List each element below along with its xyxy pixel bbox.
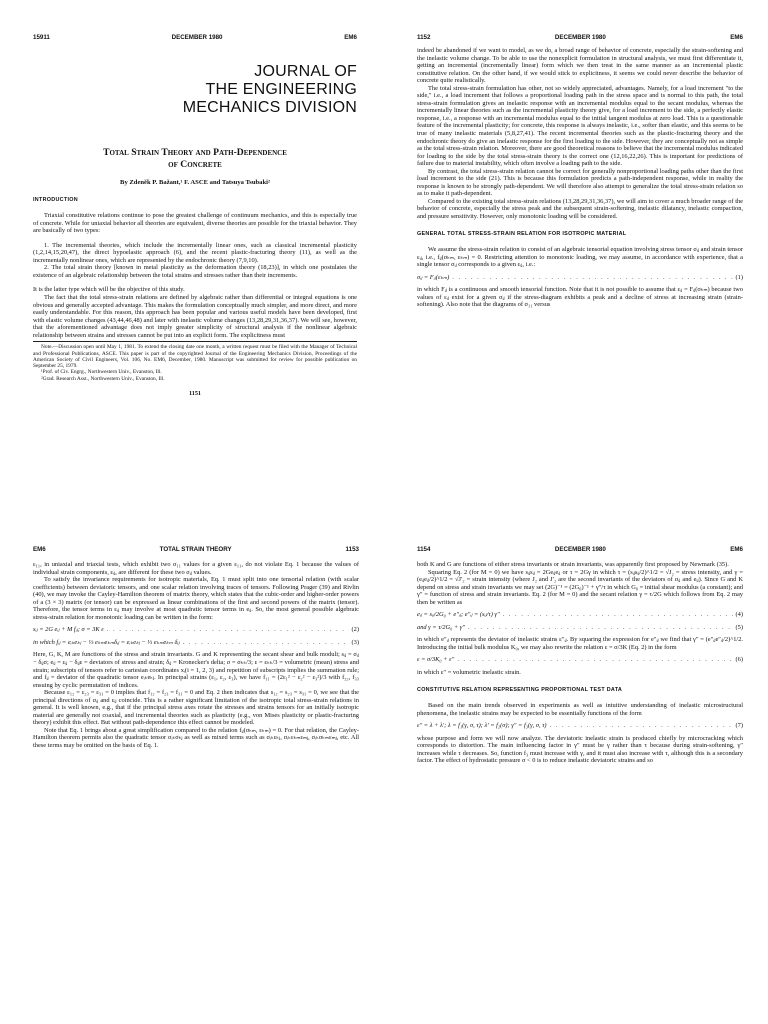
paragraph: We assume the stress-strain relation to consist of an algebraic tensorial equation involving stress tensor σᵢⱼ and strain tensor εᵢⱼ, i.e., fᵢⱼ(σₖₘ, εₖₘ) = 0. Restricting attention to monotonic loading, we may assume, in accordance with experience, that a single tensor σᵢⱼ corresponds to a given εᵢⱼ, i.e.: bbox=[417, 246, 743, 269]
equation-body: σᵢⱼ = Fᵢⱼ(εₖₘ) bbox=[417, 273, 450, 281]
leader-dots bbox=[107, 626, 349, 634]
footnote-2: ²Grad. Research Asst., Northwestern Univ., Evanston, Ill. bbox=[41, 375, 165, 382]
authors: By Zdeněk P. Bažant,¹ F. ASCE and Tatsuya Tsubaki² bbox=[120, 179, 270, 186]
equation-number: (4) bbox=[735, 611, 743, 619]
equation-6 bbox=[417, 656, 743, 664]
equation-body: ε″ = λ + λ′; λ = f₁(γ, σ, τ); λ′ = f₂(σ); γ″ = f₃(γ, σ, τ) bbox=[417, 722, 547, 730]
paragraph: It is the latter type which will be the objective of this study. bbox=[33, 286, 185, 294]
paragraph: Note that Eq. 1 brings about a great simplification compared to the relation fᵢⱼ(σₖₘ, εₖₘ) = 0. For that relation, the Cayley-Hamilton theorem permits also the quadratic tensor σᵢₖσₖⱼ as well as mixed terms such as σᵢₖεₖⱼ, σᵢₖεₖₘεₘⱼ, σᵢₖσₖₘεₘⱼ, etc. All these terms may be omitted on the basis of Eq. 1. bbox=[33, 726, 359, 750]
article-title bbox=[33, 147, 357, 170]
paragraph: in which Fᵢⱼ is a continuous and smooth tensorial function. Note that it is not possible to assume that εᵢⱼ = Fᵢⱼ(σₖₘ) because two values of εᵢⱼ exist for a given σᵢⱼ if the stress-diagram exhibits a peak and a decline of stress at increasing strain (strain-softening). Also note that the diagrams of σ₁₁ versus bbox=[417, 286, 743, 309]
equation-body: eᵢⱼ = sᵢⱼ/2G₀ + e″ᵢⱼ; e″ᵢⱼ = (sᵢⱼ/τ) γ″ bbox=[417, 611, 500, 619]
equation-1 bbox=[417, 274, 743, 282]
equation-number: (6) bbox=[735, 656, 743, 664]
running-header bbox=[33, 34, 357, 41]
leader-dots bbox=[550, 722, 733, 730]
journal-title-line: JOURNAL OF bbox=[254, 63, 357, 80]
paragraph: both K and G are functions of either stress invariants or strain invariants, was apparently first proposed by Newmark (35). bbox=[417, 561, 729, 568]
paragraph: in which ε″ = volumetric inelastic strain. bbox=[417, 669, 521, 677]
paragraph: Triaxial constitutive relations continue to pose the greatest challenge of continuum mechanics, and this is especially true of concrete. While for uniaxial behavior all theories are equivalent, diverse theories are possible for the triaxial behavior. They are basically of two types: bbox=[33, 212, 357, 235]
article-title-line: Total Strain Theory and Path-Dependence bbox=[103, 147, 287, 158]
paragraph: Squaring Eq. 2 (for M = 0) we have sᵢⱼsᵢⱼ = 2Geᵢⱼeᵢⱼ or τ = 2Gγ in which τ = (sᵢⱼsᵢⱼ/2)^1/2 = √J₂ = stress intensity, and γ = (eᵢⱼeᵢⱼ/2)^1/2 = √J′₂ = strain intensity (where J₂ and J′₂ are the second invariants of the deviators of σᵢⱼ and eᵢⱼ). Since G and K depend on stress and strain invariants we may set (2G)⁻¹ = (2G₀)⁻¹ + γ″/τ in which G₀ = initial shear modulus (a constant); and γ″ = function of stress and strain invariants. Eq. 2 (for M = 0) and the secant relation γ = τ/2G which follows from Eq. 2 may then be written as bbox=[417, 568, 743, 606]
journal-title bbox=[33, 63, 357, 117]
equation-5 bbox=[417, 624, 743, 632]
section-heading: CONSTITUTIVE RELATION REPRESENTING PROPORTIONAL TEST DATA bbox=[417, 686, 623, 693]
leader-dots bbox=[503, 611, 733, 619]
equation-number: (1) bbox=[735, 273, 743, 281]
article-title-line: of Concrete bbox=[168, 158, 222, 170]
section-heading: INTRODUCTION bbox=[33, 196, 78, 203]
page-number: 1151 bbox=[188, 390, 202, 398]
paragraph: The fact that the total stress-strain relations are defined by algebraic rather than differential or integral equations is one obvious and generally accepted advantage. This makes the formulation conceptually much simpler, and more direct, and more easily understandable. For this reason, this approach has been popular and various useful models have been developed, first with elastic volume changes (43,44,46,48) and later with inelastic volume changes (13,28,29,31,36,37). We will see, however, that the aforementioned advantage does not imply greater simplicity of structural analysis if the nonlinear algebraic relationship between strains and stresses cannot be put into an explicit form. The explicitness must bbox=[33, 294, 357, 339]
header-left: 1152 bbox=[417, 34, 431, 41]
paragraph: Because ε₁₂ = ε₂₃ = ε₃₁ = 0 implies that f₁₂ = f₂₃ = f₃₁ = 0 and Eq. 2 then indicates that s₁₂ = s₂₃ = s₃₁ = 0, we see that the principal directions of σᵢⱼ and εᵢⱼ coincide. This is a rather significant limitation of the isotropic total stress-strain relations in general. It is well known, e.g., that if the principal stress axes rotate the stresses and strains tensors for an initially isotropic material are generally not coaxial, and incremental theories such as plasticity (e.g., von Mises plasticity or plastic-fracturing theory) exhibit this effect. But without path-dependence this effect cannot be modeled. bbox=[33, 689, 359, 727]
paragraph: whose purpose and form we will now analyze. The deviatoric inelastic strain is produced chiefly by microcracking which corresponds to distortion. The main influencing factor in γ″ must be γ rather than τ because during strain-softening, γ″ increases while τ decreases. So, function f₃ must increase with γ, and it must also increase with τ, although this is a secondary factor. The effect of hydrostatic pressure σ < 0 is to reduce inelastic deviatoric strains and so bbox=[417, 734, 743, 765]
header-right: 1153 bbox=[345, 546, 359, 553]
header-center: TOTAL STRAIN THEORY bbox=[159, 546, 232, 553]
section-heading: GENERAL TOTAL STRESS-STRAIN RELATION FOR ISOTROPIC MATERIAL bbox=[417, 230, 627, 237]
footnote-1: ¹Prof. of Civ. Engrg., Northwestern Univ., Evanston, Ill. bbox=[41, 369, 162, 376]
header-center: DECEMBER 1980 bbox=[554, 34, 606, 41]
equation-number: (2) bbox=[351, 626, 359, 634]
equation-body: ε = σ/3K₀ + ε″ bbox=[417, 656, 455, 664]
paragraph: By contrast, the total stress-strain relation cannot be correct for generally nonproportional loading paths other than the first load increment to the side (21). This is because this formulation predicts a path-independent response, while in reality the response is known to be strongly path-dependent. We will therefore also attempt to generalize the total stress-strain relation so as to make it path-dependent. bbox=[417, 167, 743, 198]
header-right: EM6 bbox=[730, 34, 743, 41]
footnotes bbox=[33, 341, 357, 382]
page-1152 bbox=[417, 34, 743, 528]
equation-number: (7) bbox=[735, 722, 743, 730]
footnote-note: Note.—Discussion open until May 1, 1981. To extend the closing date one month, a written request must be filed with the Manager of Technical and Professional Publications, ASCE. This paper is part of the copyrighted Journal of the Engineering Mechanics Division, Proceedings of the American Society of Civil Engineers, Vol. 106, No. EM6, December, 1980. Manuscript was submitted for review for possible publication on September 25, 1979. bbox=[33, 344, 357, 370]
running-header bbox=[417, 34, 743, 41]
running-header bbox=[417, 546, 743, 553]
paragraph: ε₁₁, in uniaxial and triaxial tests, which exhibit two σ₁₁ values for a given ε₁₁, do not violate Eq. 1 because the values of individual strain components, εᵢⱼ, are different for these two σᵢⱼ values. bbox=[33, 561, 359, 576]
header-center: DECEMBER 1980 bbox=[171, 34, 223, 41]
equation-7 bbox=[417, 722, 743, 730]
paragraph: Here, G, K, M are functions of the stress and strain invariants. G and K representing the secant shear and bulk moduli; sᵢⱼ = σᵢⱼ − δᵢⱼσ; eᵢⱼ = εᵢⱼ − δᵢⱼε = deviators of stress and strain; δᵢⱼ = Kronecker's delta; σ = σₖₖ/3; ε = εₖₖ/3 = volumetric (mean) stress and strain; subscripts of tensors refer to cartesian coordinates xᵢ(i = 1, 2, 3) and repetition of subscripts implies the summation rule; and fᵢⱼ = deviator of the quadratic tensor eᵢₖeₖⱼ. In principal strains (ε₁, ε₂, ε₃), we have f₁₁ = (2ε₁² − ε₂² − ε₃²)/3 with f₂₂, f₃₃ ensuing by cyclic permutation of indices. bbox=[33, 651, 359, 689]
page-1153 bbox=[33, 546, 359, 1024]
header-right: EM6 bbox=[344, 34, 357, 41]
paragraph: To satisfy the invariance requirements for isotropic materials, Eq. 1 must split into one tensorial relation (with scalar coefficients) between deviatoric tensors, and one scalar relation involving traces of tensors. Following Prager (39) and Rivlin (40), we may invoke the Cayley-Hamilton theorem of matrix theory, which states that the cubic-order and higher-order powers of a (3 × 3) matrix (or tensor) can be expressed as linear combinations of the first and second powers of the matrix (tensor). Therefore, the tensor terms in εᵢⱼ may involve at most quadratic tensor terms in eᵢⱼ. So, the most general possible algebraic stress-strain relation for monotonic loading can be written in the form: bbox=[33, 576, 359, 621]
equation-3 bbox=[33, 639, 359, 647]
list-item: 1. The incremental theories, which include the incrementally linear ones, such as classical incremental plasticity (1,2,14,15,20,47), the direct hypoelastic approach (6), and the recent plastic-fracturing theory (11), as well as the incrementally nonlinear ones, which are represented by the endochronic theory (7,9,10). bbox=[33, 241, 357, 264]
leader-dots bbox=[457, 656, 732, 664]
paragraph: The total stress-strain formulation has other, not so widely appreciated, advantages. Namely, for a load increment "to the side," i.e., a load increment that follows a proportional loading path in the stress space and is normal to this path, the total stress-strain formulation gives an inelastic response with an incremental modulus equal to the secant modulus, whereas the incrementally linear theories such as the incremental plasticity theory give, for a load increment to the side, a perfectly elastic response, i.e., a response with an incremental modulus equal to the initial tangent modulus at zero load. This is a questionable feature of the incremental plasticity; for concrete, this response is always inelastic, i.e., softer than elastic, and this seems to be true of many inelastic materials (5,8,27,41). The recent incremental theories such as the plastic-fracturing theory and the endochronic theory do give an inelastic response for the first loading to the side. However, they are conceptually not as simple as the total stress-strain relation. Moreover, there are good theoretical reasons to believe that the incremental modulus indicated for loading to the side by the total stress-strain theory is the correct one (12,16,22,26). This is important for predictions of failure due to material instability, which often involve a loading path to the side. bbox=[417, 84, 743, 168]
journal-title-line: MECHANICS DIVISION bbox=[182, 99, 357, 116]
header-left: 1154 bbox=[417, 546, 431, 553]
equation-number: (3) bbox=[351, 638, 359, 646]
equation-2 bbox=[33, 626, 359, 634]
header-center: DECEMBER 1980 bbox=[554, 546, 606, 553]
page-1151 bbox=[33, 34, 357, 528]
leader-dots bbox=[468, 624, 733, 632]
leader-dots bbox=[183, 639, 349, 647]
header-right: EM6 bbox=[730, 546, 743, 553]
equation-body: and γ = τ/2G₀ + γ″ bbox=[417, 623, 465, 631]
paragraph: Based on the main trends observed in experiments as well as intuitive understanding of inelastic microstructural phenomena, the inelastic strains may be expected to be essentially functions of the form bbox=[417, 702, 743, 717]
paragraph: in which e″ᵢⱼ represents the deviator of inelastic strains ε″ᵢⱼ. By squaring the expression for e″ᵢⱼ we find that γ″ = (e″ᵢⱼe″ᵢⱼ/2)^1/2. Introducing the initial bulk modulus K₀, we may also rewrite the relation ε = σ/3K (Eq. 2) in the form bbox=[417, 636, 743, 651]
header-left: EM6 bbox=[33, 546, 46, 553]
list-item: 2. The total strain theory [known in metal plasticity as the deformation theory (18,23)], in which one postulates the existence of an algebraic relationship between the total strains and stresses rather than their increments. bbox=[33, 264, 357, 279]
header-left: 15911 bbox=[33, 34, 50, 41]
equation-number: (5) bbox=[735, 623, 743, 631]
equation-body: sᵢⱼ = 2G eᵢⱼ + M fᵢⱼ; σ = 3K ε bbox=[33, 626, 104, 634]
paragraph: Compared to the existing total stress-strain relations (13,28,29,31,36,37), we will aim to cover a much broader range of the behavior of concrete, especially the stress peak and the subsequent strain-softening, inelastic dilatancy, inelastic compaction, and pressure sensitivity. However, only monotonic loading will be considered. bbox=[417, 197, 743, 221]
running-header bbox=[33, 546, 359, 553]
journal-title-line: THE ENGINEERING bbox=[205, 81, 357, 98]
page-1154 bbox=[417, 546, 743, 1024]
leader-dots bbox=[452, 274, 732, 282]
equation-4 bbox=[417, 611, 743, 619]
paragraph: indeed be abandoned if we want to model, as we do, a broad range of behavior of concrete, especially the strain-softening and the inelastic volume change. To be able to use the nonexplicit formulation in structural analysis, we must first differentiate it, getting an incremental (incrementally linear) form which we then treat in the same manner as an incremental plastic constitutive relation. On the other hand, if we would stick to explicitness, it seems we could never describe the behavior of concrete quite realistically. bbox=[417, 47, 743, 85]
equation-body: in which fᵢⱼ = eᵢₖeₖⱼ − ⅓ eₖₘeₖₘδᵢⱼ = eᵢₖeₖⱼ − ⅓ eₖₘeₖₘ δᵢⱼ bbox=[33, 638, 180, 646]
